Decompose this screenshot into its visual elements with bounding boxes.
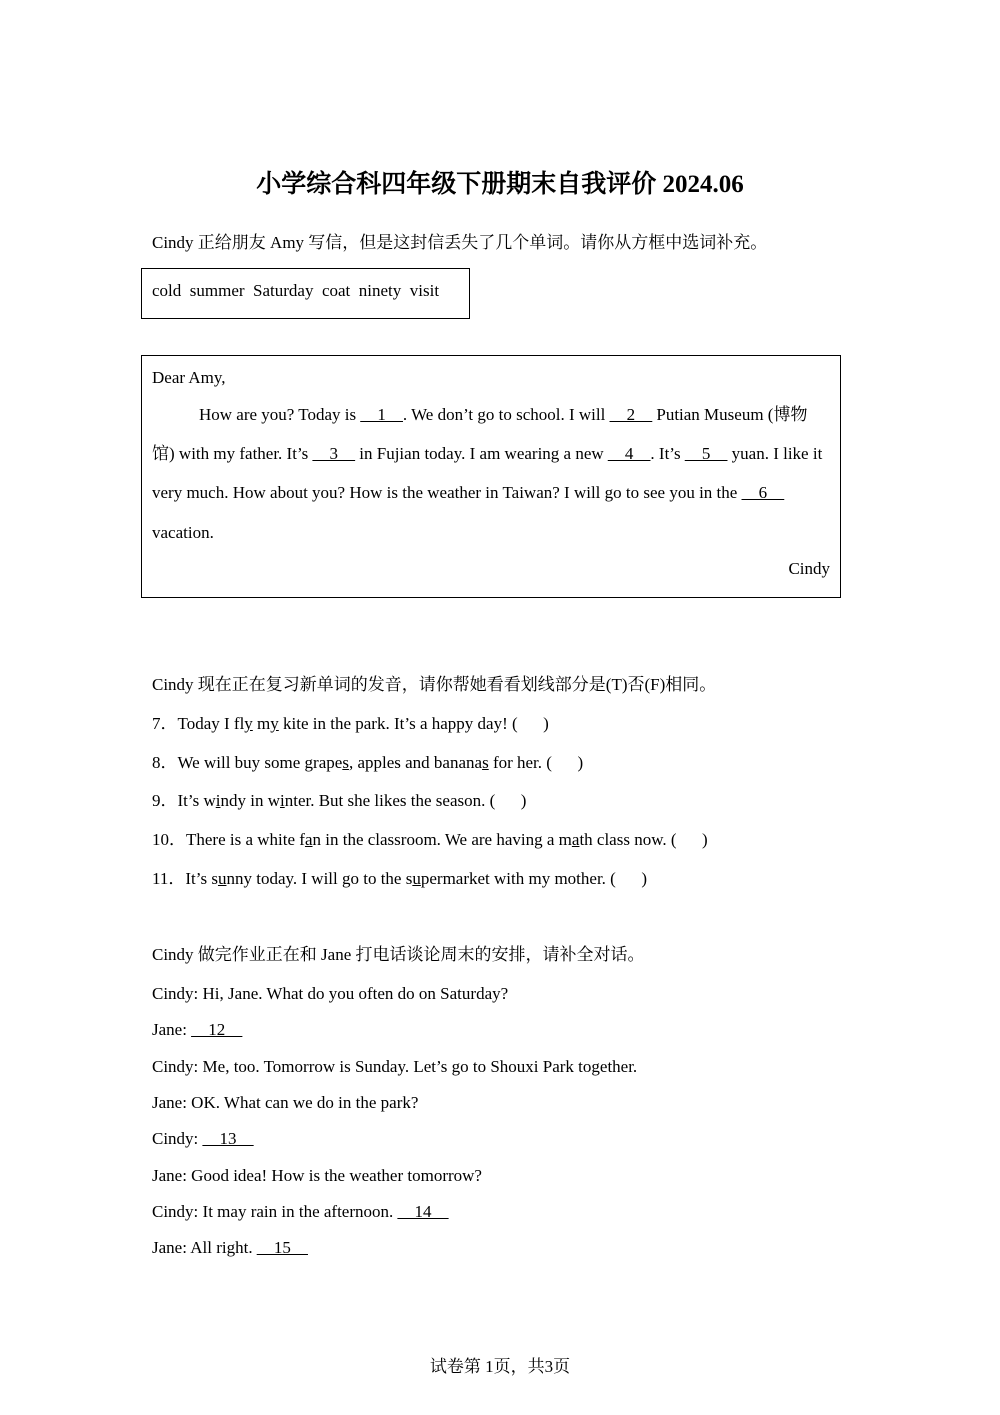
- letter-line-3: [152, 484, 784, 501]
- underlined-letter: a: [571, 830, 580, 849]
- text: 11．It’s s: [152, 869, 218, 888]
- text: 7．Today I fl: [152, 714, 245, 733]
- blank-4[interactable]: __4__: [607, 444, 651, 463]
- letter-line-4: vacation.: [152, 523, 214, 542]
- letter-greeting: Dear Amy,: [152, 368, 226, 387]
- underlined-letter: s: [482, 753, 489, 772]
- blank-13[interactable]: __13__: [202, 1129, 254, 1148]
- dialogue-line: [152, 1203, 449, 1220]
- question-7: [152, 715, 549, 732]
- text: Cindy: It may rain in the afternoon.: [152, 1202, 398, 1221]
- dialogue-line: [152, 1021, 242, 1038]
- blank-14[interactable]: __14__: [397, 1202, 449, 1221]
- text: Cindy:: [152, 1129, 203, 1148]
- question-10: [152, 831, 708, 848]
- page-footer: 试卷第 1页，共3页: [429, 1357, 571, 1376]
- letter-line-2: [152, 445, 822, 462]
- dialogue-line: [152, 1167, 482, 1184]
- underlined-letter: s: [342, 753, 349, 772]
- section1-instruction: Cindy 正给朋友 Amy 写信，但是这封信丢失了几个单词。请你从方框中选词补充。: [152, 233, 768, 252]
- text: How are you? Today is: [199, 405, 361, 424]
- text: kite in the park. It’s a happy day! ( ): [278, 714, 549, 733]
- underlined-letter: u: [412, 869, 421, 888]
- text: nny today. I will go to the s: [226, 869, 413, 888]
- dialogue-line: [152, 1239, 308, 1256]
- blank-2[interactable]: __2__: [609, 405, 653, 424]
- underlined-letter: u: [217, 869, 227, 888]
- text: . It’s: [650, 444, 685, 463]
- text: Cindy: Hi, Jane. What do you often do on Saturday?: [152, 984, 509, 1003]
- text: nter. But she likes the season. ( ): [284, 791, 527, 810]
- dialogue-line: [152, 1094, 418, 1111]
- section2-instruction: Cindy 现在正在复习新单词的发音，请你帮她看看划线部分是(T)否(F)相同。: [152, 675, 717, 694]
- section3-instruction: Cindy 做完作业正在和 Jane 打电话谈论周末的安排，请补全对话。: [152, 945, 645, 964]
- dialogue-line: [152, 1058, 637, 1075]
- question-9: [152, 792, 526, 809]
- dialogue-line: [152, 985, 508, 1002]
- text: in Fujian today. I am wearing a new: [355, 444, 608, 463]
- blank-12[interactable]: __12__: [191, 1020, 243, 1039]
- text: n in the classroom. We are having a m: [312, 830, 572, 849]
- text: . We don’t go to school. I will: [402, 405, 610, 424]
- blank-6[interactable]: __6__: [741, 483, 785, 502]
- text: 8．We will buy some grape: [152, 753, 343, 772]
- text: ndy in w: [220, 791, 280, 810]
- page-title: 小学综合科四年级下册期末自我评价 2024.06: [256, 171, 744, 198]
- text: th class now. ( ): [579, 830, 708, 849]
- text: 9．It’s w: [152, 791, 216, 810]
- underlined-letter: i: [279, 791, 285, 810]
- text: Jane: OK. What can we do in the park?: [152, 1093, 419, 1112]
- text: Cindy: Me, too. Tomorrow is Sunday. Let’s go to Shouxi Park together.: [152, 1057, 638, 1076]
- text: yuan. I like it: [727, 444, 823, 463]
- text: Jane: All right.: [152, 1238, 257, 1257]
- question-8: [152, 754, 583, 771]
- text: Putian Museum (博物: [652, 405, 808, 424]
- underlined-letter: y: [244, 714, 253, 733]
- letter-line-1: [199, 406, 807, 423]
- text: Jane: Good idea! How is the weather tomorrow?: [152, 1166, 482, 1185]
- blank-5[interactable]: __5__: [684, 444, 728, 463]
- underlined-letter: y: [270, 714, 279, 733]
- letter-signature: Cindy: [788, 559, 830, 578]
- text: , apples and banana: [348, 753, 483, 772]
- word-bank: cold summer Saturday coat ninety visit: [152, 281, 440, 300]
- underlined-letter: i: [215, 791, 221, 810]
- text: 10．There is a white f: [152, 830, 305, 849]
- dialogue-line: [152, 1130, 254, 1147]
- blank-1[interactable]: __1__: [360, 405, 403, 424]
- text: for her. ( ): [488, 753, 584, 772]
- word-bank-box: [141, 268, 470, 319]
- letter-box: [141, 355, 841, 598]
- underlined-letter: a: [304, 830, 313, 849]
- text: permarket with my mother. ( ): [420, 869, 647, 888]
- text: 馆) with my father. It’s: [152, 444, 313, 463]
- blank-3[interactable]: __3__: [312, 444, 356, 463]
- text: very much. How about you? How is the weather in Taiwan? I will go to see you in the: [152, 483, 742, 502]
- question-11: [152, 870, 647, 887]
- blank-15[interactable]: __15__: [256, 1238, 308, 1257]
- text: Jane:: [152, 1020, 192, 1039]
- text: m: [252, 714, 271, 733]
